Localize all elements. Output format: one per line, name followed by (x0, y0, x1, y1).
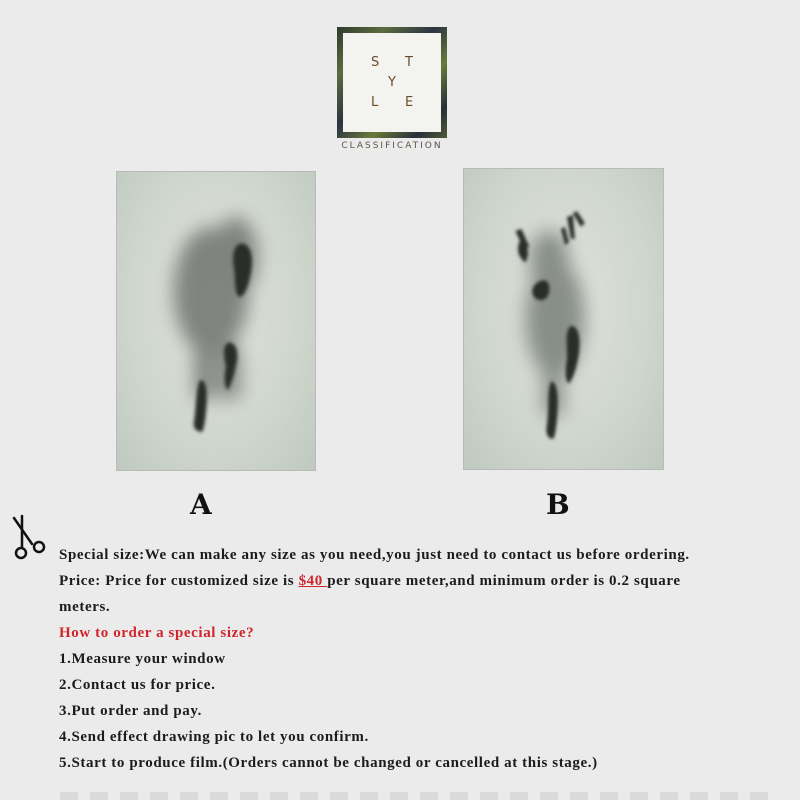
option-a-label: A (190, 488, 212, 521)
logo-letter-l: L (371, 95, 380, 110)
step-5: 5.Start to produce film.(Orders cannot be changed or cancelled at this stage.) (59, 755, 598, 771)
logo-letter-y: Y (388, 75, 397, 90)
logo-letter-s: S (371, 55, 381, 70)
option-b-label: B (546, 488, 570, 521)
scissors-icon (8, 514, 50, 560)
style-logo (337, 27, 447, 138)
logo-caption: CLASSIFICATION (341, 141, 443, 151)
style-logo-inner (343, 33, 441, 132)
price-value: $40 (298, 573, 328, 589)
option-b-image[interactable] (463, 168, 664, 470)
step-2: 2.Contact us for price. (59, 677, 216, 693)
price-prefix: Price: Price for customized size is (59, 573, 299, 589)
price-line-2: meters. (59, 599, 111, 615)
step-1: 1.Measure your window (59, 651, 226, 667)
option-a-image[interactable] (116, 171, 316, 471)
cropped-text-remnant (60, 792, 780, 800)
deer-silhouette-icon (464, 169, 663, 469)
how-to-heading: How to order a special size? (59, 625, 255, 641)
horse-silhouette-icon (117, 172, 315, 470)
step-4: 4.Send effect drawing pic to let you confirm. (59, 729, 369, 745)
price-suffix: per square meter,and minimum order is 0.2 square (327, 573, 681, 589)
special-size-text: Special size:We can make any size as you need,you just need to contact us before ordering. (59, 547, 690, 563)
step-3: 3.Put order and pay. (59, 703, 202, 719)
logo-letter-e: E (405, 95, 415, 110)
price-line (59, 568, 794, 594)
logo-letter-t: T (405, 55, 414, 70)
special-size-info (59, 542, 794, 776)
